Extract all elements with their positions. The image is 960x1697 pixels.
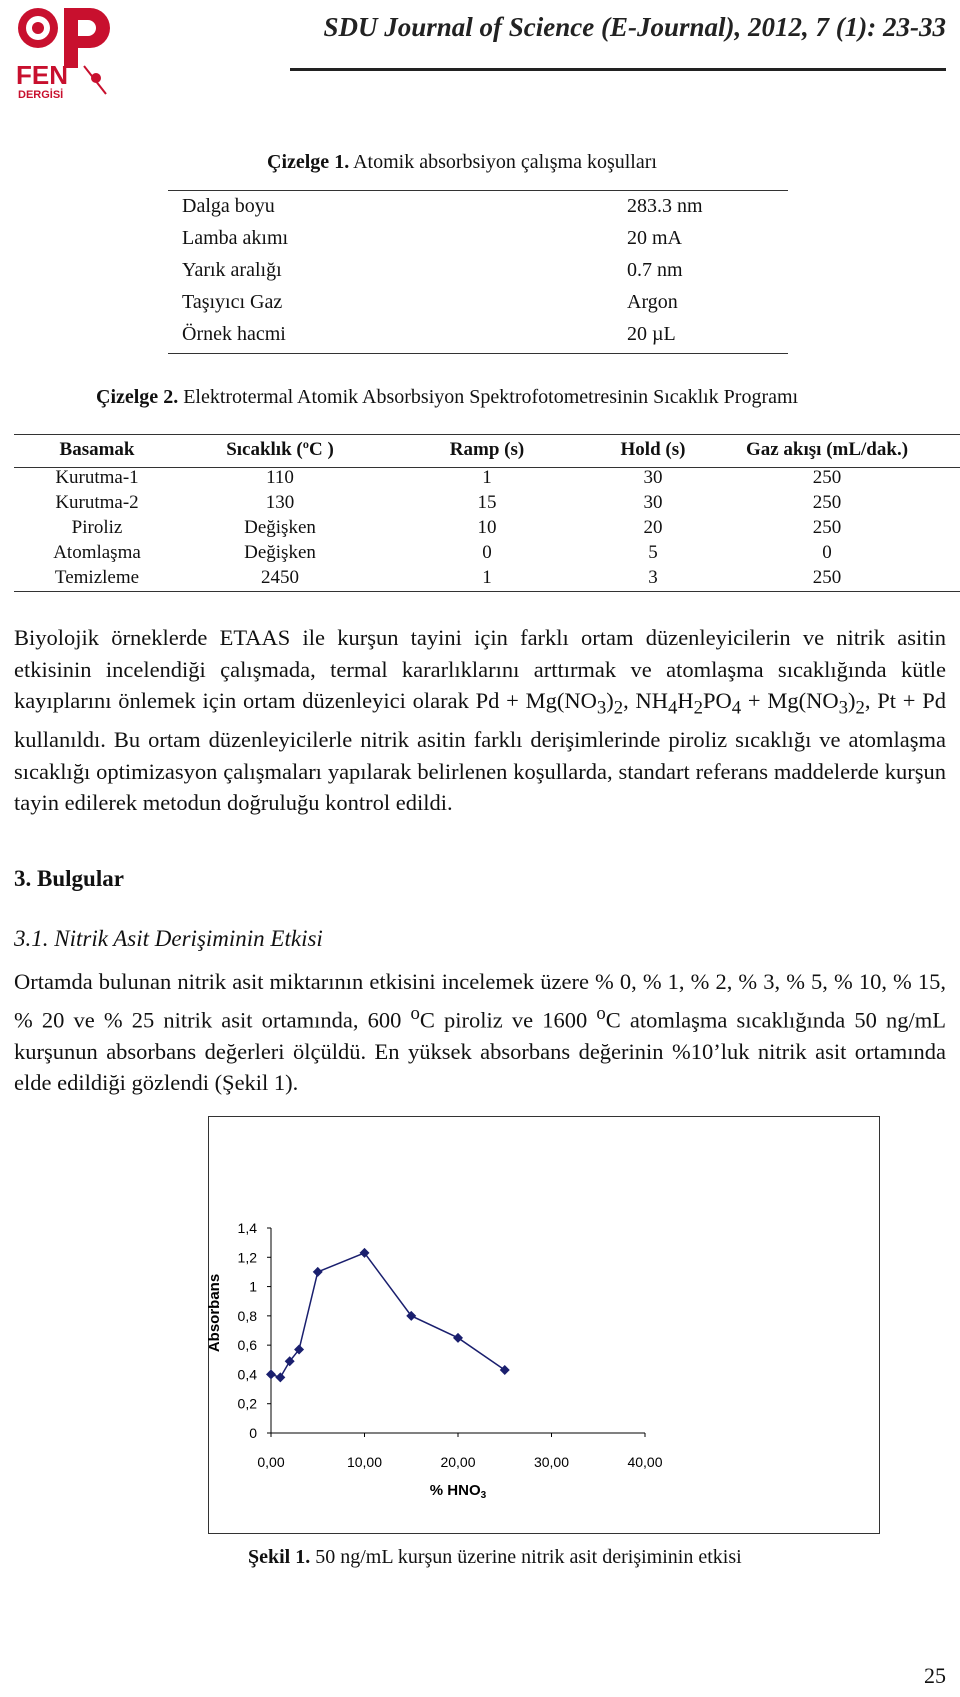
table1-value: 283.3 nm xyxy=(627,194,703,217)
table1-title: Atomik absorbsiyon çalışma koşulları xyxy=(353,151,657,173)
table2-header-cell: Hold (s) xyxy=(620,439,686,460)
table2-header-row xyxy=(0,439,960,464)
table2-header-cell: Basamak xyxy=(59,439,135,460)
table-row xyxy=(0,567,960,592)
table2-cell: 250 xyxy=(812,517,842,538)
body-paragraph xyxy=(14,966,946,1099)
table2-cell: 250 xyxy=(812,467,842,488)
table-row xyxy=(0,467,960,492)
table2-caption xyxy=(96,386,798,409)
figure-frame xyxy=(208,1116,880,1534)
journal-logo xyxy=(14,4,114,100)
table2-cell: Değişken xyxy=(244,542,316,563)
x-tick-label: 20,00 xyxy=(440,1454,476,1470)
y-tick-label: 0,8 xyxy=(237,1307,257,1324)
data-point xyxy=(453,1333,463,1343)
table2-cell: 0 xyxy=(822,542,832,563)
table2-header-cell: Gaz akışı (mL/dak.) xyxy=(745,439,909,460)
x-tick-label: 10,00 xyxy=(346,1454,383,1470)
table1-param: Lamba akımı xyxy=(182,226,289,249)
x-axis-label xyxy=(430,1482,487,1501)
logo-dergisi-text: DERGİSİ xyxy=(18,89,64,101)
subscript: 3 xyxy=(838,697,848,719)
data-point xyxy=(275,1372,285,1382)
data-point xyxy=(313,1267,323,1277)
figure-title: 50 ng/mL kurşun üzerine nitrik asit derişiminin etkisi xyxy=(315,1546,742,1568)
table2-cell: 30 xyxy=(643,492,663,513)
chart xyxy=(206,1117,879,1533)
table2-cell: Değişken xyxy=(244,517,316,538)
page-number: 25 xyxy=(924,1663,946,1688)
series-line xyxy=(271,1253,505,1377)
subscript: 2 xyxy=(693,697,704,719)
y-tick-label: 1 xyxy=(249,1278,257,1295)
subsection-heading: 3.1. Nitrik Asit Derişiminin Etkisi xyxy=(14,926,323,951)
table2-cell: 0 xyxy=(482,542,492,563)
table2-cell: 30 xyxy=(643,467,663,488)
table1-value: 0.7 nm xyxy=(627,258,683,281)
table1 xyxy=(168,190,788,350)
journal-title: SDU Journal of Science (E-Journal), 2012, 7 (1): 23-33 xyxy=(323,12,946,42)
table2-cell: 5 xyxy=(648,542,658,563)
table1-bottom-rule xyxy=(168,353,788,354)
table1-param: Taşıyıcı Gaz xyxy=(182,290,283,313)
x-label-text: % HNO xyxy=(429,1482,481,1499)
subscript: 3 xyxy=(596,697,607,719)
text-run: + Mg(NO xyxy=(741,688,839,713)
table2-label: Çizelge 2. xyxy=(96,386,179,408)
y-tick-label: 1,2 xyxy=(237,1249,257,1266)
table2-title: Elektrotermal Atomik Absorbsiyon Spektrofotometresinin Sıcaklık Programı xyxy=(183,386,799,408)
table2-cell: 2450 xyxy=(261,567,299,588)
text-run: Biyolojik örneklerde ETAAS ile kurşun tayini için farklı ortam düzenleyicilerin ve nitrik asitin etkisinin incelendiği çalışmada, termal kararlıklarını arttırmak ve atomlaşma sıcaklığında kütle kayıplarını önlemek için ortam düzenleyici olarak Pd + Mg(NO xyxy=(14,625,946,713)
x-label-subscript: 3 xyxy=(480,1490,487,1501)
text-run: , Pt + Pd kullanıldı. Bu ortam düzenleyicilerle nitrik asitin farklı derişimlerinde piroliz sıcaklığı ve atomlaşma sıcaklığı optimizasyon çalışmaları yapılarak belirlenen koşullarda, standart referans maddelerde kurşun tayin edilerek metodun doğruluğu kontrol edildi. xyxy=(14,688,947,815)
table-row xyxy=(0,517,960,542)
subscript: 4 xyxy=(731,697,742,719)
table-row xyxy=(168,190,788,222)
y-axis-label: Absorbans xyxy=(206,1273,223,1353)
table2-top-rule xyxy=(14,434,960,435)
table2-cell: 250 xyxy=(812,567,842,588)
table2-bottom-rule xyxy=(14,591,960,592)
header-rule xyxy=(290,68,946,71)
logo-fen-text: FEN xyxy=(16,60,68,90)
table2-cell: 1 xyxy=(482,567,492,588)
table-row xyxy=(168,254,788,286)
data-point xyxy=(500,1365,510,1375)
table2-cell: 3 xyxy=(648,567,658,588)
table2-cell: 15 xyxy=(477,492,497,513)
table2-cell: Atomlaşma xyxy=(53,542,141,563)
x-tick-label: 0,00 xyxy=(257,1454,285,1470)
body-paragraph xyxy=(14,622,946,819)
table2-cell: 110 xyxy=(266,467,294,488)
text-run: ) xyxy=(606,688,614,713)
table-row xyxy=(168,222,788,254)
y-tick-label: 1,4 xyxy=(237,1220,257,1236)
table1-param: Dalga boyu xyxy=(182,194,275,217)
x-tick-label: 30,00 xyxy=(533,1454,570,1470)
table1-param: Örnek hacmi xyxy=(182,322,286,345)
text-run: PO xyxy=(703,688,732,713)
figure-label: Şekil 1. xyxy=(248,1546,311,1568)
table-row xyxy=(168,318,788,350)
table2-cell: 20 xyxy=(643,517,663,538)
table2-cell: 1 xyxy=(482,467,492,488)
table2-cell: Piroliz xyxy=(71,517,123,538)
table-row xyxy=(168,286,788,318)
superscript: o xyxy=(410,1002,420,1024)
chart-series xyxy=(266,1248,510,1382)
y-tick-label: 0,2 xyxy=(237,1395,257,1412)
table2-cell: 130 xyxy=(265,492,295,513)
superscript: o xyxy=(596,1002,606,1024)
table2-cell: Kurutma-2 xyxy=(55,492,139,513)
table2-header-cell: Ramp (s) xyxy=(449,439,525,460)
table1-value: 20 µL xyxy=(627,322,676,345)
figure-caption xyxy=(248,1546,742,1569)
text-run: , NH xyxy=(623,688,669,713)
subscript: 4 xyxy=(668,697,678,719)
table1-param: Yarık aralığı xyxy=(182,258,282,281)
table2-cell: 10 xyxy=(477,517,497,538)
y-tick-label: 0 xyxy=(249,1425,257,1441)
table2-cell: Temizleme xyxy=(54,567,140,588)
subscript: 2 xyxy=(855,697,865,719)
table-row xyxy=(0,542,960,567)
table2-header-cell: Sıcaklık (ºC ) xyxy=(226,439,334,460)
table2-cell: Kurutma-1 xyxy=(55,467,139,488)
table-row xyxy=(0,492,960,517)
text-run: C piroliz ve 1600 xyxy=(419,1007,597,1032)
table1-label: Çizelge 1. xyxy=(267,151,350,173)
data-point xyxy=(266,1369,276,1379)
text-run: H xyxy=(677,688,694,713)
section-heading: 3. Bulgular xyxy=(14,866,124,891)
subscript: 2 xyxy=(613,697,624,719)
text-run: ) xyxy=(848,688,856,713)
table1-value: 20 mA xyxy=(627,226,682,249)
y-tick-label: 0,6 xyxy=(237,1337,257,1354)
y-tick-label: 0,4 xyxy=(237,1366,257,1383)
table1-caption xyxy=(267,151,657,174)
chart-axes xyxy=(271,1228,645,1433)
text-run: Ortamda bulunan nitrik asit miktarının etkisini incelemek üzere % 0, % 1, % 2, % 3, % 5, % 10, % 15, % 20 ve % 25 nitrik asit ortamında, 600 xyxy=(14,969,946,1032)
table2-cell: 250 xyxy=(812,492,842,513)
table1-value: Argon xyxy=(627,290,678,313)
x-tick-label: 40,00 xyxy=(627,1454,663,1470)
text-run: C atomlaşma sıcaklığında 50 ng/mL kurşunun absorbans değerleri ölçüldü. En yüksek absorbans değerinin %10’luk nitrik asit ortamında elde edildiği gözlendi (Şekil 1). xyxy=(14,1007,946,1095)
